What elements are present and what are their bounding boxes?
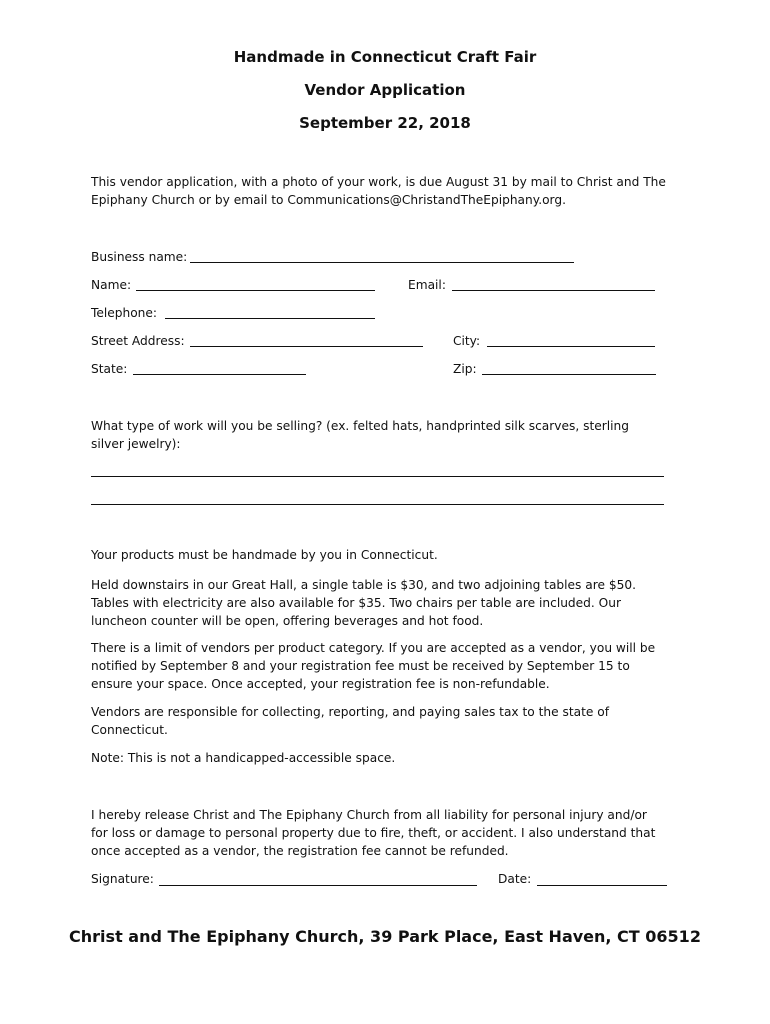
intro-line-2: Epiphany Church or by email to Communications@ChristandTheEpiphany.org.: [91, 193, 566, 207]
name-field[interactable]: [136, 290, 375, 291]
intro-line-1: This vendor application, with a photo of your work, is due August 31 by mail to Christ and The: [91, 175, 666, 189]
work-answer-line-2[interactable]: [91, 504, 664, 505]
work-question-line-2: silver jewelry):: [91, 437, 181, 451]
release-line-3: once accepted as a vendor, the registration fee cannot be refunded.: [91, 844, 509, 858]
limit-line-3: ensure your space. Once accepted, your registration fee is non-refundable.: [91, 677, 550, 691]
release-line-1: I hereby release Christ and The Epiphany Church from all liability for personal injury and/or: [91, 808, 647, 822]
name-label: Name:: [91, 278, 132, 292]
fair-title: Handmade in Connecticut Craft Fair: [233, 48, 537, 66]
business-name-field[interactable]: [190, 262, 574, 263]
email-label: Email:: [408, 278, 446, 292]
limit-line-2: notified by September 8 and your registration fee must be received by September 15 to: [91, 659, 630, 673]
date-field[interactable]: [537, 885, 667, 886]
signature-label: Signature:: [91, 872, 154, 886]
work-question-line-1: What type of work will you be selling? (ex. felted hats, handprinted silk scarves, sterling: [91, 419, 629, 433]
state-label: State:: [91, 362, 128, 376]
city-field[interactable]: [487, 346, 655, 347]
city-label: City:: [453, 334, 481, 348]
limit-line-1: There is a limit of vendors per product category. If you are accepted as a vendor, you will be: [91, 641, 656, 655]
pricing-line-3: luncheon counter will be open, offering beverages and hot food.: [91, 614, 484, 628]
date-label: Date:: [498, 872, 532, 886]
telephone-label: Telephone:: [91, 306, 157, 320]
pricing-line-2: Tables with electricity are also available for $35. Two chairs per table are included. Our: [91, 596, 621, 610]
form-title: Vendor Application: [304, 81, 466, 99]
street-address-field[interactable]: [190, 346, 423, 347]
state-field[interactable]: [133, 374, 306, 375]
pricing-line-1: Held downstairs in our Great Hall, a single table is $30, and two adjoining tables are $50.: [91, 578, 636, 592]
street-address-label: Street Address:: [91, 334, 185, 348]
zip-field[interactable]: [482, 374, 656, 375]
handmade-requirement: Your products must be handmade by you in Connecticut.: [91, 548, 438, 562]
tax-line-2: Connecticut.: [91, 723, 168, 737]
event-date: September 22, 2018: [299, 114, 471, 132]
telephone-field[interactable]: [165, 318, 375, 319]
tax-line-1: Vendors are responsible for collecting, reporting, and paying sales tax to the state of: [91, 705, 609, 719]
signature-field[interactable]: [159, 885, 477, 886]
email-field[interactable]: [452, 290, 655, 291]
business-name-label: Business name:: [91, 250, 188, 264]
accessibility-note: Note: This is not a handicapped-accessible space.: [91, 751, 396, 765]
church-address-footer: Christ and The Epiphany Church, 39 Park Place, East Haven, CT 06512: [69, 927, 701, 946]
release-line-2: for loss or damage to personal property due to fire, theft, or accident. I also understand that: [91, 826, 656, 840]
work-answer-line-1[interactable]: [91, 476, 664, 477]
zip-label: Zip:: [453, 362, 477, 376]
